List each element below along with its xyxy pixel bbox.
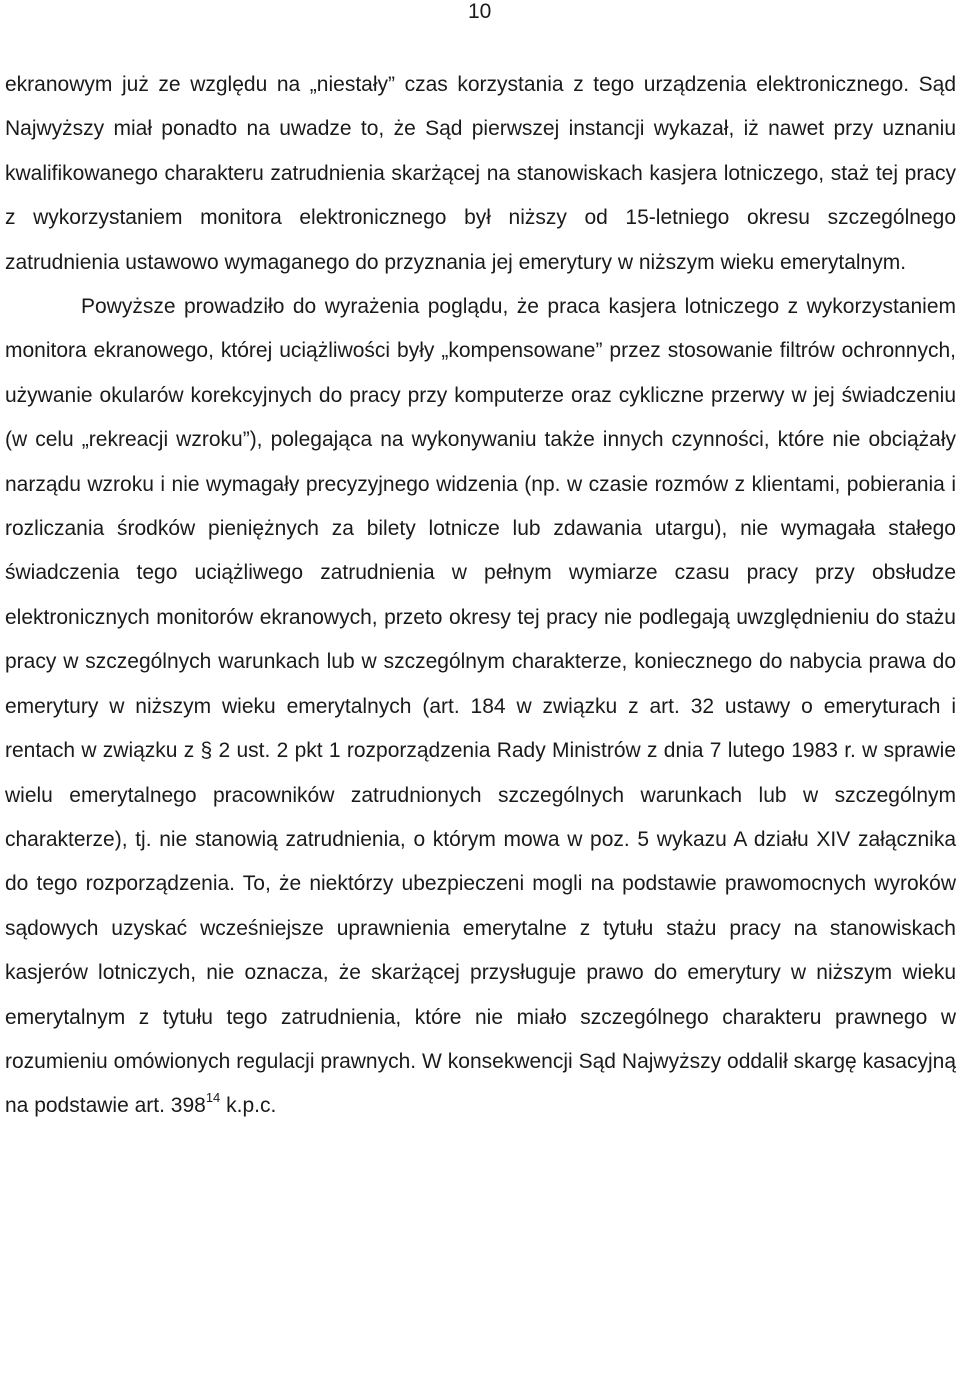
article-superscript: 14: [205, 1090, 221, 1106]
document-body: [5, 63, 956, 1129]
page-number: 10: [468, 0, 492, 23]
paragraph-1: ekranowym już ze względu na „niestały” czas korzystania z tego urządzenia elektronicznego. Sąd Najwyższy miał ponadto na uwadze to, że Sąd pierwszej instancji wykazał, iż nawet przy uznaniu kwalifikowanego charakteru zatrudnienia skarżącej na stanowiskach kasjera lotniczego, staż tej pracy z wykorzystaniem monitora elektronicznego był niższy od 15-letniego okresu szczególnego zatrudnienia ustawowo wymaganego do przyznania jej emerytury w niższym wieku emerytalnym.: [5, 73, 956, 274]
paragraph-2-tail: k.p.c.: [220, 1094, 277, 1118]
paragraph-2-text: Powyższe prowadziło do wyrażenia poglądu, że praca kasjera lotniczego z wykorzystaniem monitora ekranowego, której uciążliwości były „kompensowane” przez stosowanie filtrów ochronnych, używanie okularów korekcyjnych do pracy przy komputerze oraz cykliczne przerwy w jej świadczeniu (w celu „rekreacji wzroku”), polegająca na wykonywaniu także innych czynności, które nie obciążały narządu wzroku i nie wymagały precyzyjnego widzenia (np. w czasie rozmów z klientami, pobierania i rozliczania środków pieniężnych za bilety lotnicze lub zdawania utargu), nie wymagała stałego świadczenia tego uciążliwego zatrudnienia w pełnym wymiarze czasu pracy przy obsłudze elektronicznych monitorów ekranowych, przeto okresy tej pracy nie podlegają uwzględnieniu do stażu pracy w szczególnych warunkach lub w szczególnym charakterze, koniecznego do nabycia prawa do emerytury w niższym wieku emerytalnych (art. 184 w związku z art. 32 ustawy o emeryturach i rentach w związku z § 2 ust. 2 pkt 1 rozporządzenia Rady Ministrów z dnia 7 lutego 1983 r. w sprawie wielu emerytalnego pracowników zatrudnionych szczególnych warunkach lub w szczególnym charakterze), tj. nie stanowią zatrudnienia, o którym mowa w poz. 5 wykazu A działu XIV załącznika do tego rozporządzenia. To, że niektórzy ubezpieczeni mogli na podstawie prawomocnych wyroków sądowych uzyskać wcześniejsze uprawnienia emerytalne z tytułu stażu pracy na stanowiskach kasjerów lotniczych, nie oznacza, że skarżącej przysługuje prawo do emerytury w niższym wieku emerytalnym z tytułu tego zatrudnienia, które nie miało szczególnego charakteru prawnego w rozumieniu omówionych regulacji prawnych. W konsekwencji Sąd Najwyższy oddalił skargę kasacyjną na podstawie art. 398: [5, 295, 956, 1118]
paragraph-2: [5, 285, 956, 1129]
